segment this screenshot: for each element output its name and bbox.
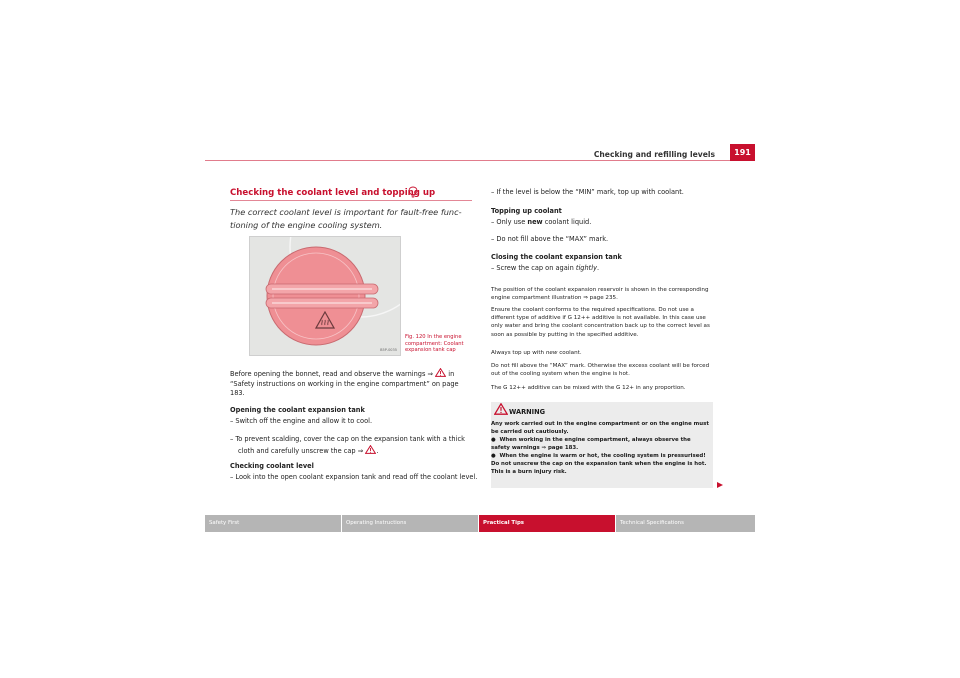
warning-body [491, 420, 711, 476]
warning-p3 [491, 452, 711, 476]
step-open-1: – Switch off the engine and allow it to cool. [230, 417, 373, 425]
bullet: ● [491, 453, 496, 459]
heading-opening: Opening the coolant expansion tank [230, 406, 365, 414]
footer-tab-technical-specifications[interactable]: Technical Specifications [616, 515, 755, 532]
footer-tab-practical-tips[interactable]: Practical Tips [479, 515, 615, 532]
warning-triangle-icon [494, 403, 508, 415]
warning-triangle-icon [365, 445, 379, 455]
step-close-1-c: . [597, 264, 600, 272]
footer-tab-safety-first[interactable]: Safety First [205, 515, 341, 532]
note-additive: The G 12++ additive can be mixed with the G 12+ in any proportion. [491, 385, 686, 391]
step-close-1-b: tightly [575, 264, 597, 272]
step-below-min: – If the level is below the “MIN” mark, top up with coolant. [491, 188, 684, 196]
step-close-1 [491, 264, 724, 274]
figure-caption: Fig. 120 In the engine compartment: Coolant expansion tank cap [405, 334, 464, 354]
intro-paragraph [230, 368, 475, 399]
section-subtitle: The correct coolant level is important for fault-free func- tioning of the engine cooling system. [230, 207, 462, 230]
note-new-c: coolant. [559, 350, 582, 356]
figure-code: B5P-0035 [380, 348, 397, 352]
heading-topping: Topping up coolant [491, 207, 562, 215]
warning-triangle-icon [435, 368, 446, 377]
step-top-1 [491, 218, 724, 228]
step-top-1-a: – Only use [491, 218, 526, 226]
step-top-1-c: coolant liquid. [544, 218, 592, 226]
note-position: The position of the coolant expansion reservoir is shown in the corresponding engine compartment illustration ⇒ page 235. [491, 287, 709, 302]
heading-closing: Closing the coolant expansion tank [491, 253, 622, 261]
bulb-icon [408, 186, 418, 198]
header-rule [205, 160, 730, 161]
section-title: Checking the coolant level and topping up [230, 188, 436, 198]
step-check-1: – Look into the open coolant expansion tank and read off the coolant level. [230, 473, 478, 481]
note-specifications: Ensure the coolant conforms to the required specifications. Do not use a different type of additive if G 12++ additive is not available. In this case use only water and bring the coolant concentration back up to the correct level as soon as possible by putting in the specified additive. [491, 307, 710, 338]
figure-coolant-cap [249, 236, 401, 356]
step-top-2: – Do not fill above the “MAX” mark. [491, 235, 609, 243]
step-open-2 [230, 435, 483, 456]
heading-checking: Checking coolant level [230, 462, 314, 470]
warning-p3-text: When the engine is warm or hot, the cooling system is pressurised! Do not unscrew the cap on the expansion tank when the engine is hot. This is a burn injury risk. [491, 453, 707, 475]
warning-p2-text: When working in the engine compartment, always observe the safety warnings ⇒ page 183. [491, 437, 691, 451]
hot-coolant-warning-icon [315, 311, 335, 329]
page-number: 191 [730, 144, 755, 161]
step-top-1-b: new [527, 218, 543, 226]
note-new-a: Always top up with [491, 350, 545, 356]
coolant-cap-illustration [250, 237, 400, 355]
bullet: ● [491, 437, 496, 443]
step-open-2-text: – To prevent scalding, cover the cap on the expansion tank with a thick cloth and carefully unscrew the cap ⇒ [230, 435, 465, 455]
intro-text-b: in “Safety instructions on working in the engine compartment” on page 183. [230, 370, 459, 398]
header-title: Checking and refilling levels [593, 150, 715, 159]
step-open-2-end: . [376, 446, 379, 455]
warning-title: WARNING [509, 408, 546, 416]
note-new-coolant [491, 349, 716, 357]
warning-p2 [491, 436, 711, 452]
note-new-b: new [545, 350, 558, 356]
warning-p1: Any work carried out in the engine compartment or on the engine must be carried out cautiously. [491, 421, 709, 435]
step-close-1-a: – Screw the cap on again [491, 264, 574, 272]
footer-tab-operating-instructions[interactable]: Operating Instructions [342, 515, 478, 532]
section-rule [230, 200, 472, 201]
note-max: Do not fill above the “MAX” mark. Otherwise the excess coolant will be forced out of the cooling system when the engine is hot. [491, 363, 710, 378]
intro-text-a: Before opening the bonnet, read and observe the warnings ⇒ [230, 370, 434, 378]
continued-arrow-icon [716, 481, 724, 489]
